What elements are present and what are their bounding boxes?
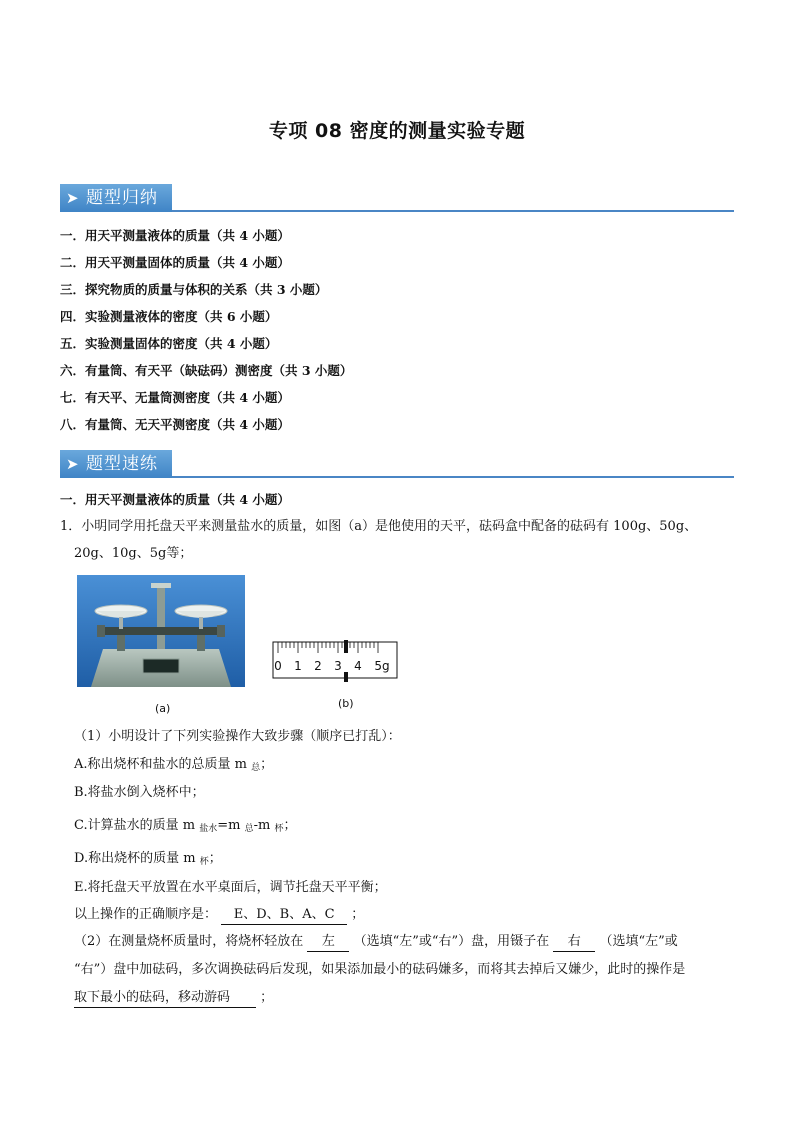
section-banner-practice (60, 450, 734, 478)
step-d-text: D.称出烧杯的质量 m (74, 851, 200, 866)
answer-blank: 右 (553, 933, 595, 952)
rider-scale (272, 640, 398, 680)
answer-blank: 取下最小的砝码，移动游码 (74, 989, 256, 1008)
banner-rule (172, 210, 734, 212)
step-a-end: ； (260, 757, 274, 772)
sub-question-2-line1 (74, 929, 754, 955)
figure-a-label: (a) (155, 702, 171, 715)
sub-question-2-line2: “右”）盘中加砝码，多次调换砝码后发现，如果添加最小的砝码嫌多，而将其去掉后又嫌少，此时的操作是 (74, 962, 686, 977)
list-item: 八．有量筒、无天平测密度（共 4 小题） (60, 417, 290, 432)
order-suffix: ； (351, 907, 365, 922)
answer-blank: 左 (307, 933, 349, 952)
step-c (74, 813, 297, 842)
subscript: 杯 (199, 857, 209, 867)
topic-list (60, 222, 352, 438)
step-d (74, 846, 222, 875)
step-b: B.将盐水倒入烧杯中； (74, 785, 205, 800)
list-item: 三．探究物质的质量与体积的关系（共 3 小题） (60, 282, 328, 297)
rider-bottom (344, 672, 348, 682)
tick-label: 1 (294, 659, 302, 673)
sub-question-1: （1）小明设计了下列实验操作大致步骤（顺序已打乱）： (74, 729, 401, 744)
answer-blank: E、D、B、A、C (221, 906, 347, 925)
step-e: E.将托盘天平放置在水平桌面后，调节托盘天平平衡； (74, 880, 387, 895)
question-stem-line2: 20g、10g、5g等； (74, 546, 193, 561)
list-item: 六．有量筒、有天平（缺砝码）测密度（共 3 小题） (60, 363, 353, 378)
sub2-end: ； (260, 990, 274, 1005)
tick-label: 3 (334, 659, 342, 673)
list-item: 七．有天平、无量筒测密度（共 4 小题） (60, 390, 290, 405)
sub2-text-b: （选填“左”或“右”）盘，用镊子在 (353, 934, 550, 949)
banner-label: 题型速练 (86, 454, 158, 474)
rider-top (344, 640, 348, 653)
banner-label: 题型归纳 (86, 188, 158, 208)
sub-question-2-line3 (74, 985, 273, 1011)
tick-label: 4 (354, 659, 362, 673)
balance-photo (77, 575, 245, 687)
arrow-right-icon: ➤ (66, 455, 79, 473)
step-a-text: A.称出烧杯和盐水的总质量 m (74, 757, 252, 772)
list-item: 二．用天平测量固体的质量（共 4 小题） (60, 255, 290, 270)
subscript: 杯 (274, 824, 284, 834)
step-c-text: C.计算盐水的质量 m (74, 818, 200, 833)
tick-label: 5g (374, 659, 390, 673)
subscript: 总 (244, 824, 254, 834)
rider-scale-diagram (272, 640, 398, 684)
step-a (74, 752, 273, 781)
subscript: 盐水 (199, 824, 218, 834)
arrow-right-icon: ➤ (66, 189, 79, 207)
subscript: 总 (251, 763, 261, 773)
sub2-text-c: （选填“左”或 (599, 934, 678, 949)
step-c-mid: =m (217, 818, 245, 833)
page-title: 专项 08 密度的测量实验专题 (268, 120, 526, 142)
sub2-text-a: （2）在测量烧杯质量时，将烧杯轻放在 (74, 934, 304, 949)
banner-rule (172, 476, 734, 478)
order-line (74, 902, 364, 928)
list-item: 一．用天平测量液体的质量（共 4 小题） (60, 228, 290, 243)
banner-tag (60, 184, 172, 212)
section-banner-types (60, 184, 734, 212)
order-prefix: 以上操作的正确顺序是： (74, 907, 218, 922)
banner-tag (60, 450, 172, 478)
list-item: 四．实验测量液体的密度（共 6 小题） (60, 309, 278, 324)
part-heading: 一．用天平测量液体的质量（共 4 小题） (60, 492, 290, 507)
step-c-mid2: -m (253, 818, 275, 833)
figure-b-label: (b) (338, 697, 354, 710)
tick-label: 2 (314, 659, 322, 673)
step-c-end: ； (283, 818, 297, 833)
list-item: 五．实验测量固体的密度（共 4 小题） (60, 336, 278, 351)
tick-label: 0 (274, 659, 282, 673)
step-d-end: ； (208, 851, 222, 866)
balance-icon (77, 575, 245, 687)
question-stem-line1: 1．小明同学用托盘天平来测量盐水的质量，如图（a）是他使用的天平，砝码盒中配备的砝码有 100g、50g、 (60, 519, 698, 534)
